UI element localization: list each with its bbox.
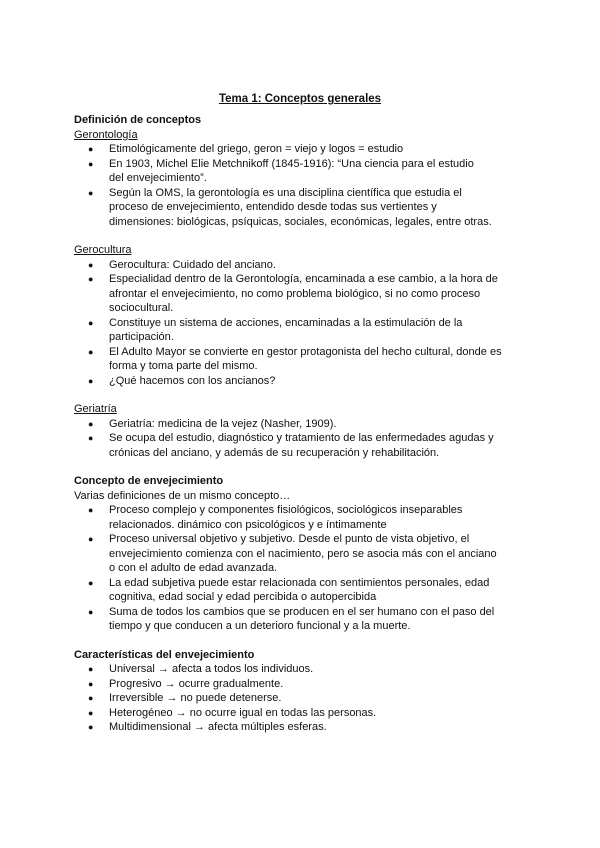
list-item: ● ¿Qué hacemos con los ancianos? <box>74 374 504 389</box>
definitions-heading: Definición de conceptos <box>74 114 202 126</box>
caracteristicas-list <box>74 662 504 735</box>
list-item: ● Geriatría: medicina de la vejez (Nasher, 1909). <box>74 417 504 432</box>
concepto-list <box>74 503 504 634</box>
geriatria-list <box>74 417 504 461</box>
list-item: ● Multidimensional → afecta múltiples esferas. <box>74 720 504 735</box>
list-item: ● Universal → afecta a todos los individuos. <box>74 662 504 677</box>
list-item: ● Heterogéneo → no ocurre igual en todas las personas. <box>74 706 504 721</box>
list-item: ● El Adulto Mayor se convierte en gestor protagonista del hecho cultural, donde es forma y toma parte del mismo. <box>74 345 504 374</box>
list-item: ● Según la OMS, la gerontología es una disciplina científica que estudia el proceso de envejecimiento, entendido desde todas sus vertientes y dimensiones: biológicas, psíquicas, sociales, económicas, legales, entre otras. <box>74 186 504 230</box>
caracteristicas-heading: Características del envejecimiento <box>74 648 255 661</box>
list-item: ● En 1903, Michel Elie Metchnikoff (1845-1916): “Una ciencia para el estudio <box>74 157 504 172</box>
gerontologia-heading: Gerontología <box>74 128 138 141</box>
list-item: ● Gerocultura: Cuidado del anciano. <box>74 258 504 273</box>
geriatria-heading: Geriatría <box>74 403 117 415</box>
list-item: ● Proceso universal objetivo y subjetivo. Desde el punto de vista objetivo, el envejecimiento comienza con el nacimiento, pero se asocia más con el anciano o con el adulto de edad avanzada. <box>74 532 504 576</box>
list-item: ● Suma de todos los cambios que se producen en el ser humano con el paso del tiempo y que conducen a un deterioro funcional y a la muerte. <box>74 605 504 634</box>
concepto-intro: Varias definiciones de un mismo concepto… <box>74 489 291 502</box>
list-item: ● Progresivo → ocurre gradualmente. <box>74 677 504 692</box>
document-body <box>74 113 504 735</box>
list-item: ● Irreversible → no puede detenerse. <box>74 691 504 706</box>
gerocultura-heading: Gerocultura <box>74 244 132 256</box>
list-item: ● La edad subjetiva puede estar relacionada con sentimientos personales, edad cognitiva, edad social y edad percibida o autopercibida <box>74 576 504 605</box>
concepto-heading: Concepto de envejecimiento <box>74 475 224 487</box>
list-item: ● Constituye un sistema de acciones, encaminadas a la estimulación de la participación. <box>74 316 504 345</box>
gerocultura-list <box>74 258 504 389</box>
list-item: ● Etimológicamente del griego, geron = viejo y logos = estudio <box>74 142 504 157</box>
list-item: ● Especialidad dentro de la Gerontología, encaminada a ese cambio, a la hora de afrontar el envejecimiento, no como problema biológico, si no como proceso sociocultural. <box>74 272 504 316</box>
list-item: ● Proceso complejo y componentes fisiológicos, sociológicos inseparables relacionados. dinámico con psicológicos y e íntimamente <box>74 503 504 532</box>
list-item: ● Se ocupa del estudio, diagnóstico y tratamiento de las enfermedades agudas y crónicas del anciano, y además de su recuperación y rehabilitación. <box>74 431 504 460</box>
gerontologia-list <box>74 142 504 229</box>
document-title: Tema 1: Conceptos generales <box>218 93 382 105</box>
list-item: del envejecimiento”. <box>109 172 207 184</box>
